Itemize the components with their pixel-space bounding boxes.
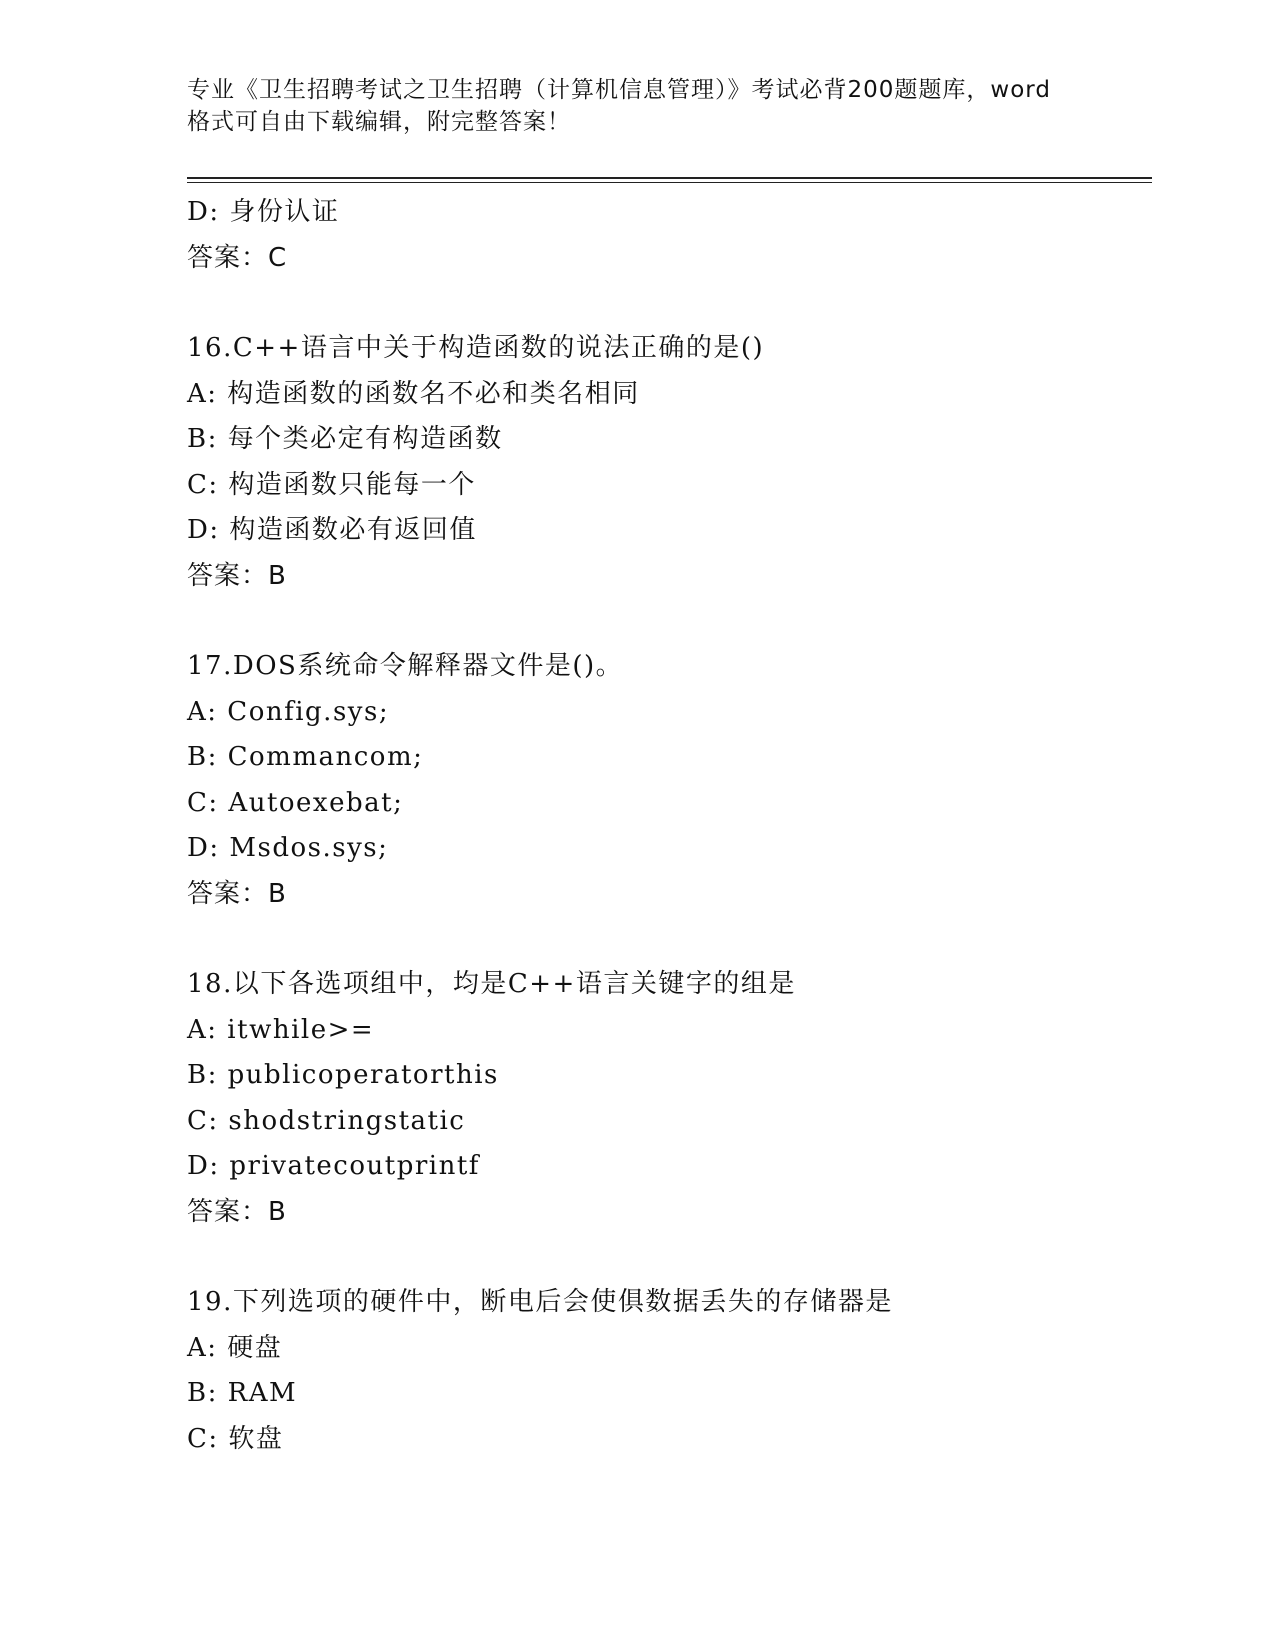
answer-line: 答案：C <box>187 242 288 273</box>
question-block-19 <box>187 1280 1152 1462</box>
header-title-line-2: 格式可自由下载编辑，附完整答案！ <box>187 109 571 135</box>
question-text: 18.以下各选项组中，均是C++语言关键字的组是 <box>187 969 796 999</box>
option-a: A: Config.sys; <box>187 696 390 727</box>
question-text: 16.C++语言中关于构造函数的说法正确的是() <box>187 333 765 363</box>
option-c: C: 构造函数只能每一个 <box>187 469 476 500</box>
option-d: D: Msdos.sys; <box>187 833 389 863</box>
question-block-18 <box>187 962 1152 1235</box>
option-a: A: 硬盘 <box>187 1332 283 1363</box>
question-block-16 <box>187 326 1152 599</box>
option-a: A: itwhile>= <box>187 1014 375 1045</box>
question-text: 17.DOS系统命令解释器文件是()。 <box>187 651 624 681</box>
question-gap <box>187 1235 1152 1280</box>
option-c: C: 软盘 <box>187 1423 284 1454</box>
question-gap <box>187 917 1152 962</box>
answer-line: 答案：B <box>187 878 287 909</box>
question-gap <box>187 599 1152 644</box>
question-block-continued <box>187 190 1152 281</box>
answer-line: 答案：B <box>187 1196 287 1227</box>
header-divider-thin <box>187 182 1152 183</box>
document-header <box>187 74 1087 138</box>
option-d: D: privatecoutprintf <box>187 1151 480 1181</box>
option-d: D: 身份认证 <box>187 197 340 227</box>
question-list <box>187 190 1152 1462</box>
header-divider-thick <box>187 177 1152 179</box>
option-a: A: 构造函数的函数名不必和类名相同 <box>187 378 640 409</box>
answer-line: 答案：B <box>187 560 287 591</box>
question-text: 19.下列选项的硬件中，断电后会使俱数据丢失的存储器是 <box>187 1287 893 1317</box>
option-c: C: Autoexebat; <box>187 787 404 818</box>
option-c: C: shodstringstatic <box>187 1105 466 1136</box>
question-gap <box>187 281 1152 326</box>
option-b: B: publicoperatorthis <box>187 1060 499 1090</box>
question-block-17 <box>187 644 1152 917</box>
option-d: D: 构造函数必有返回值 <box>187 515 477 545</box>
header-title-line-1: 专业《卫生招聘考试之卫生招聘（计算机信息管理）》考试必背200题题库，word <box>187 77 1051 103</box>
option-b: B: 每个类必定有构造函数 <box>187 424 503 454</box>
option-b: B: RAM <box>187 1378 298 1408</box>
option-b: B: Commancom; <box>187 742 424 772</box>
